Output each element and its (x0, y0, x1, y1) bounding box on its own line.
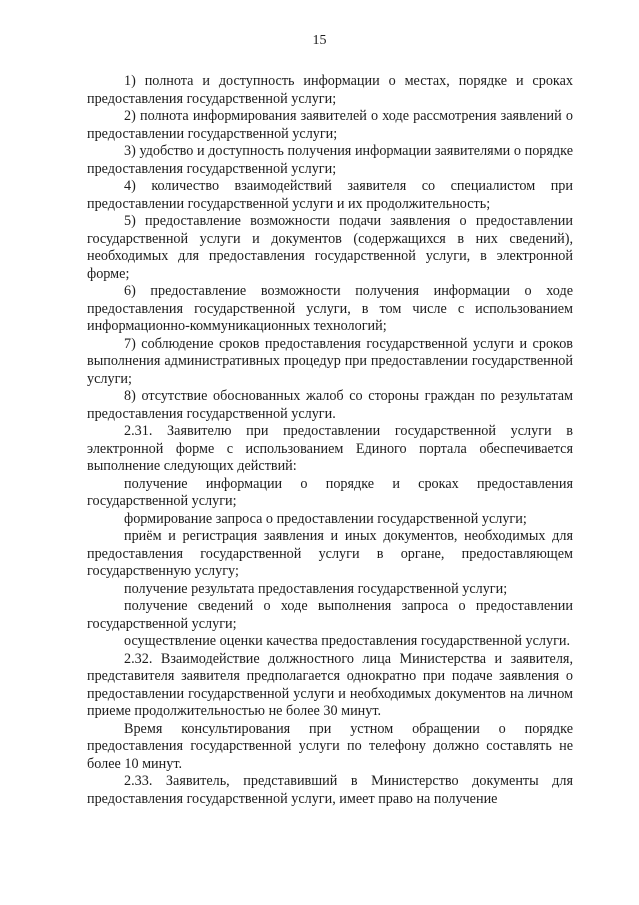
paragraph-action-result: получение результата предоставления государственной услуги; (124, 580, 508, 597)
paragraph-criterion-6: 6) предоставление возможности получения информации о ходе предоставления государственной услуги, в том числе с использованием информационно-коммуникационных технологий; (87, 283, 573, 334)
paragraph-action-status: получение сведений о ходе выполнения запроса о предоставлении государственной услуги; (87, 598, 573, 632)
paragraph-section-2-33: 2.33. Заявитель, представивший в Министерство документы для предоставления государственной услуги, имеет право на получение (87, 773, 573, 807)
paragraph-action-registration: приём и регистрация заявления и иных документов, необходимых для предоставления государственной услуги в органе, предоставляющем государственную услугу; (87, 528, 573, 579)
paragraph-section-2-31: 2.31. Заявителю при предоставлении государственной услуги в электронной форме с использованием Единого портала обеспечивается выполнение следующих действий: (87, 423, 573, 474)
paragraph-action-info: получение информации о порядке и сроках предоставления государственной услуги; (87, 475, 573, 509)
paragraph-criterion-8: 8) отсутствие обоснованных жалоб со стороны граждан по результатам предоставления государственной услуги. (87, 388, 573, 422)
paragraph-section-2-32: 2.32. Взаимодействие должностного лица Министерства и заявителя, представителя заявителя предполагается однократно при подаче заявления о предоставлении государственной услуги и необходимых документов на личном приеме продолжительностью не более 30 минут. (87, 650, 573, 719)
paragraph-action-quality: осуществление оценки качества предоставления государственной услуги. (124, 633, 571, 649)
paragraph-action-request: формирование запроса о предоставлении государственной услуги; (124, 510, 527, 527)
paragraph-criterion-4: 4) количество взаимодействий заявителя со специалистом при предоставлении государственной услуги и их продолжительность; (87, 178, 573, 212)
document-body (87, 73, 573, 808)
paragraph-criterion-2: 2) полнота информирования заявителей о ходе рассмотрения заявлений о предоставлении государственной услуги; (87, 108, 573, 142)
page-number: 15 (312, 33, 327, 48)
paragraph-criterion-3: 3) удобство и доступность получения информации заявителями о порядке предоставления государственной услуги; (87, 143, 573, 177)
paragraph-criterion-7: 7) соблюдение сроков предоставления государственной услуги и сроков выполнения административных процедур при предоставлении государственной услуги; (87, 335, 573, 387)
paragraph-consultation-time: Время консультирования при устном обращении о порядке предоставления государственной услуги по телефону должно составлять не более 10 минут. (87, 720, 573, 772)
paragraph-criterion-1: 1) полнота и доступность информации о местах, порядке и сроках предоставления государственной услуги; (87, 73, 573, 107)
paragraph-criterion-5: 5) предоставление возможности подачи заявления о предоставлении государственной услуги и документов (содержащихся в них сведений), необходимых для предоставления государственной услуги, в электронной форме; (87, 213, 573, 282)
